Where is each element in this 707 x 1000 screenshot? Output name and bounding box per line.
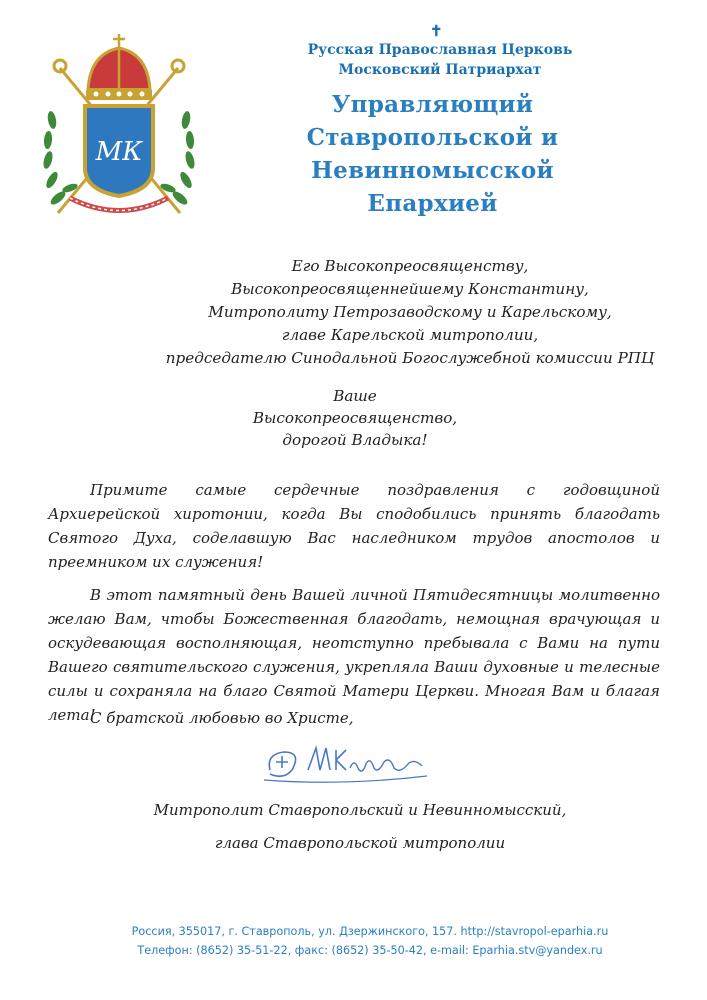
salutation-line-2: дорогой Владыка! <box>282 431 428 449</box>
letter-body <box>48 478 660 736</box>
header-cross-icon: ✝ <box>430 22 443 40</box>
body-paragraph-1: Примите самые сердечные поздравления с годовщиной Архиерейской хиротонии, когда Вы сподобились принять благодать Святого Духа, соделавшую Вас наследником трудов апостолов и преемником их служения! <box>48 481 660 571</box>
addressee-block <box>110 255 707 370</box>
title-line-2: Ставропольской и Невинномысской <box>306 124 559 184</box>
addressee-line-5: председателю Синодальной Богослужебной комиссии РПЦ <box>165 349 655 367</box>
emblem-monogram: МК <box>95 137 143 167</box>
salutation-line-1: Ваше Высокопреосвященство, <box>252 387 458 427</box>
signatory-line-1: Митрополит Ставропольский и Невинномысский, <box>153 801 567 819</box>
addressee-line-4: главе Карельской митрополии, <box>281 326 539 344</box>
eparchy-coat-of-arms-icon <box>30 28 208 220</box>
title-line-1: Управляющий <box>331 91 534 118</box>
church-line-2: Московский Патриархат <box>338 62 542 78</box>
addressee-line-3: Митрополиту Петрозаводскому и Карельскому, <box>208 303 612 321</box>
title-line-3: Епархией <box>367 190 498 217</box>
signatory-line-2: глава Ставропольской митрополии <box>214 834 506 852</box>
letterhead-title <box>210 88 655 220</box>
letterhead-footer <box>130 922 610 960</box>
church-name <box>300 40 580 80</box>
signatory-block <box>150 794 570 860</box>
salutation <box>235 385 475 451</box>
closing-line: С братской любовью во Христе, <box>90 709 354 727</box>
footer-contacts: Телефон: (8652) 35-51-22, факс: (8652) 35-50-42, e-mail: Eparhia.stv@yandex.ru <box>137 944 603 957</box>
church-line-1: Русская Православная Церковь <box>307 42 573 58</box>
handwritten-signature <box>262 740 432 788</box>
footer-address: Россия, 355017, г. Ставрополь, ул. Дзержинского, 157. http://stavropol-eparhia.ru <box>131 925 609 938</box>
addressee-line-1: Его Высокопреосвященству, <box>291 257 529 275</box>
addressee-line-2: Высокопреосвященнейшему Константину, <box>231 280 589 298</box>
body-paragraph-2: В этот памятный день Вашей личной Пятидесятницы молитвенно желаю Вам, чтобы Божественная благодать, немощная врачующая и оскудевающая восполняющая, неотступно пребывала с Вами на пути Вашего святительского служения, укрепляла Ваши духовные и телесные силы и сохраняла на благо Святой Матери Церкви. Многая Вам и благая лета! <box>48 586 660 724</box>
